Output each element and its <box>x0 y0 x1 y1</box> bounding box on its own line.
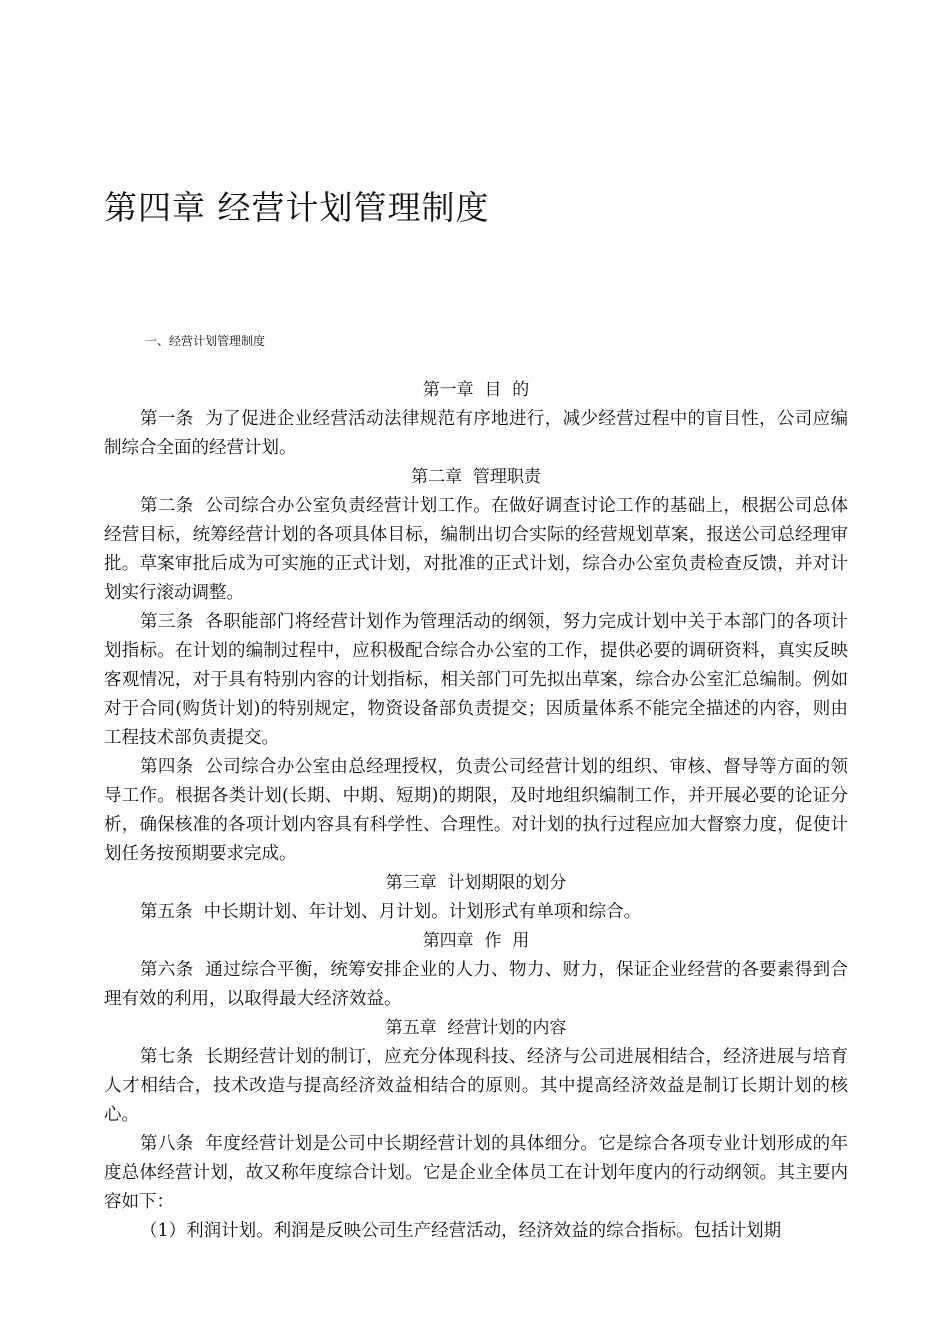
article-paragraph: （1）利润计划。利润是反映公司生产经营活动，经济效益的综合指标。包括计划期 <box>140 1221 782 1241</box>
article-paragraph: 第三条 各职能部门将经营计划作为管理活动的纲领，努力完成计划中关于本部门的各项计划指标。在计划的编制过程中，应积极配合综合办公室的工作，提供必要的调研资料，真实反映客观情况，对于具有特别内容的计划指标，相关部门可先拟出草案，综合办公室汇总编制。例如对于合同(购货计划)的特别规定，物资设备部负责提交；因质量体系不能完全描述的内容，则由工程技术部负责提交。 <box>104 612 848 748</box>
article-paragraph: 第七条 长期经营计划的制订，应充分体现科技、经济与公司进展相结合，经济进展与培育人才相结合，技术改造与提高经济效益相结合的原则。其中提高经济效益是制订长期计划的核心。 <box>104 1047 848 1125</box>
article-paragraph: 第一条 为了促进企业经营活动法律规范有序地进行，减少经营过程中的盲目性，公司应编制综合全面的经营计划。 <box>104 409 848 458</box>
chapter-heading: 第一章 目 的 <box>422 380 530 400</box>
article-paragraph: 第六条 通过综合平衡，统筹安排企业的人力、物力、财力，保证企业经营的各要素得到合理有效的利用，以取得最大经济效益。 <box>104 960 848 1009</box>
chapter-heading: 第五章 经营计划的内容 <box>385 1018 567 1038</box>
article-paragraph: 第八条 年度经营计划是公司中长期经营计划的具体细分。它是综合各项专业计划形成的年度总体经营计划，故又称年度综合计划。它是企业全体员工在计划年度内的行动纲领。其主要内容如下： <box>104 1134 848 1212</box>
chapter-heading: 第四章 作 用 <box>422 931 530 951</box>
article-paragraph: 第四条 公司综合办公室由总经理授权，负责公司经营计划的组织、审核、督导等方面的领导工作。根据各类计划(长期、中期、短期)的期限，及时地组织编制工作，并开展必要的论证分析，确保核准的各项计划内容具有科学性、合理性。对计划的执行过程应加大督察力度，促使计划任务按预期要求完成。 <box>104 757 848 864</box>
section-label: 一、经营计划管理制度 <box>145 334 266 348</box>
article-paragraph: 第五条 中长期计划、年计划、月计划。计划形式有单项和综合。 <box>140 902 642 922</box>
article-paragraph: 第二条 公司综合办公室负责经营计划工作。在做好调查讨论工作的基础上，根据公司总体经营目标，统筹经营计划的各项具体目标，编制出切合实际的经营规划草案，报送公司总经理审批。草案审批后成为可实施的正式计划，对批准的正式计划，综合办公室负责检查反馈，并对计划实行滚动调整。 <box>104 496 848 603</box>
chapter-heading: 第二章 管理职责 <box>411 467 541 487</box>
document-body <box>104 376 848 1246</box>
document-title: 第四章 经营计划管理制度 <box>104 188 490 227</box>
chapter-heading: 第三章 计划期限的划分 <box>385 873 567 893</box>
